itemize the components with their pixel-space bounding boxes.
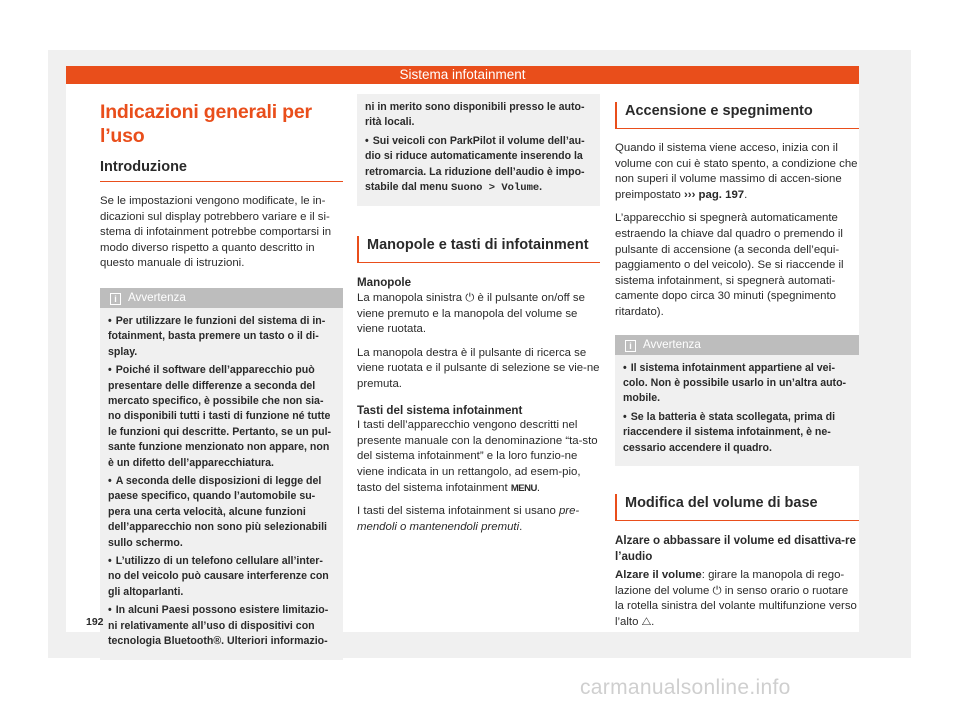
column-2 — [357, 84, 600, 543]
chapter-header: Sistema infotainment — [66, 66, 859, 84]
section-manopole-tasti: Manopole e tasti di infotainment — [357, 236, 600, 263]
manual-page — [66, 84, 859, 648]
warning-bullet: • Il sistema infotainment appartiene al vei-colo. Non è possibile usarlo in un’altra auto-mobile. — [623, 361, 847, 405]
column-1 — [100, 84, 343, 660]
paragraph-manopola-sinistra: La manopola sinistra ⏻ è il pulsante on/off se viene premuto e la manopola del volume se viene ruotata. — [357, 292, 585, 336]
warning-header — [100, 288, 343, 308]
page-reference[interactable]: ››› pag. 197 — [684, 188, 745, 201]
paragraph-uso-tasti: I tasti del sistema infotainment si usano pre-mendoli o mantenendoli premuti. — [357, 505, 580, 533]
power-icon: ⏻ — [712, 584, 722, 597]
warning-bullet: • Se la batteria è stata scollegata, prima di riaccendere il sistema infotainment, è ne-cessario accendere il quadro. — [623, 410, 836, 454]
warning-bullet: • L’utilizzo di un telefono cellulare all’inter-no del veicolo può causare interferenze con gli altoparlanti. — [108, 555, 329, 598]
paragraph-accensione: Quando il sistema viene acceso, inizia con il volume con cui è stato spento, a condizione che non superi il volume massimo di accen-sione preimpostato ››› pag. 197. — [615, 142, 858, 201]
warning-heading: Avvertenza — [643, 337, 701, 351]
warning-bullet: • Per utilizzare le funzioni del sistema di in-fotainment, basta premere un tasto o il di-splay. — [108, 314, 326, 358]
intro-paragraph: Se le impostazioni vengono modificate, le in-dicazioni sul display potrebbero variare e il si-stema di infotainment potrebbe comportarsi in modo diverso rispetto a quanto descritto in questo manuale di istruzioni. — [100, 195, 332, 270]
arrow-up-icon: △ — [641, 615, 652, 628]
warning-bullet: • Sui veicoli con ParkPilot il volume dell’au-dio si riduce automaticamente inserendo la retromarcia. La riduzione dell’audio è impo-stabile dal menu Suono > Volume. — [365, 134, 585, 195]
warning-box-1 — [100, 288, 343, 660]
menu-key: MENU — [510, 482, 537, 494]
info-icon: i — [625, 340, 636, 352]
menu-path: Suono > Volume — [450, 182, 540, 195]
warning-bullet: • Poiché il software dell’apparecchio può presentare delle differenze a seconda del mercato specifico, è possibile che non sia-no disponibili tutti i tasti di funzione né tutte le funzioni qui descritte. Pertanto, se un pul-sante funzione menzionato non appare, non è un difetto dell’apparecchiatura. — [108, 364, 332, 469]
warning-body — [615, 355, 859, 466]
page-number: 192 — [86, 616, 104, 628]
warning-header — [615, 335, 859, 355]
warning-bullet: • A seconda delle disposizioni di legge del paese specifico, quando l’automobile su-pera una certa velocità, alcune funzioni dell’apparecchio non sono più selezionabili sullo schermo. — [108, 475, 327, 549]
heading-tasti: Tasti del sistema infotainment — [357, 403, 523, 417]
paragraph-spegnimento: L’apparecchio si spegnerà automaticamente estraendo la chiave dal quadro o premendo il pulsante di accensione (a seconda dell’equi-paggiamento o del veicolo). Se si riaccende il sistema infotainment, si spegnerà automati-camente dopo circa 30 minuti (spegnimento ritardato). — [615, 212, 844, 318]
warning-box-continued — [357, 94, 600, 206]
warning-body-continued — [357, 94, 600, 206]
heading-manopole: Manopole — [357, 276, 412, 290]
paragraph-tasti: I tasti dell’apparecchio vengono descritti nel presente manuale con la denominazione “ta-sto del sistema infotainment” e la loro funzio-ne viene indicata in un rettangolo, ad esem-pio, tasto del sistema infotainment MENU. — [357, 419, 598, 494]
power-icon: ⏻ — [465, 292, 475, 305]
heading-alzare-volume: Alzare o abbassare il volume ed disattiva-re l’audio — [615, 533, 856, 563]
paragraph-alzare-volume: Alzare il volume: girare la manopola di rego-lazione del volume ⏻ in senso orario o ruotare la rotella sinistra del volante multifunzione verso l’alto △. — [615, 569, 857, 628]
paragraph-manopola-destra: La manopola destra è il pulsante di ricerca se viene ruotata e il pulsante di selezione se vie-ne premuta. — [357, 346, 600, 390]
warning-continuation: ni in merito sono disponibili presso le auto-rità locali. — [365, 101, 585, 129]
warning-body — [100, 308, 343, 660]
warning-heading: Avvertenza — [128, 290, 186, 304]
subtitle-introduzione: Introduzione — [100, 159, 343, 182]
page-title: Indicazioni generali per l’uso — [100, 101, 312, 147]
warning-bullet: • In alcuni Paesi possono esistere limitazio-ni relativamente all’uso di dispositivi con tecnologia Bluetooth®. Ulteriori informazio- — [108, 604, 329, 648]
section-volume-base: Modifica del volume di base — [615, 494, 859, 521]
section-accensione: Accensione e spegnimento — [615, 102, 859, 129]
watermark: carmanualsonline.info — [580, 676, 791, 699]
warning-box-2 — [615, 335, 859, 466]
column-3 — [615, 84, 859, 639]
info-icon: i — [110, 293, 121, 305]
